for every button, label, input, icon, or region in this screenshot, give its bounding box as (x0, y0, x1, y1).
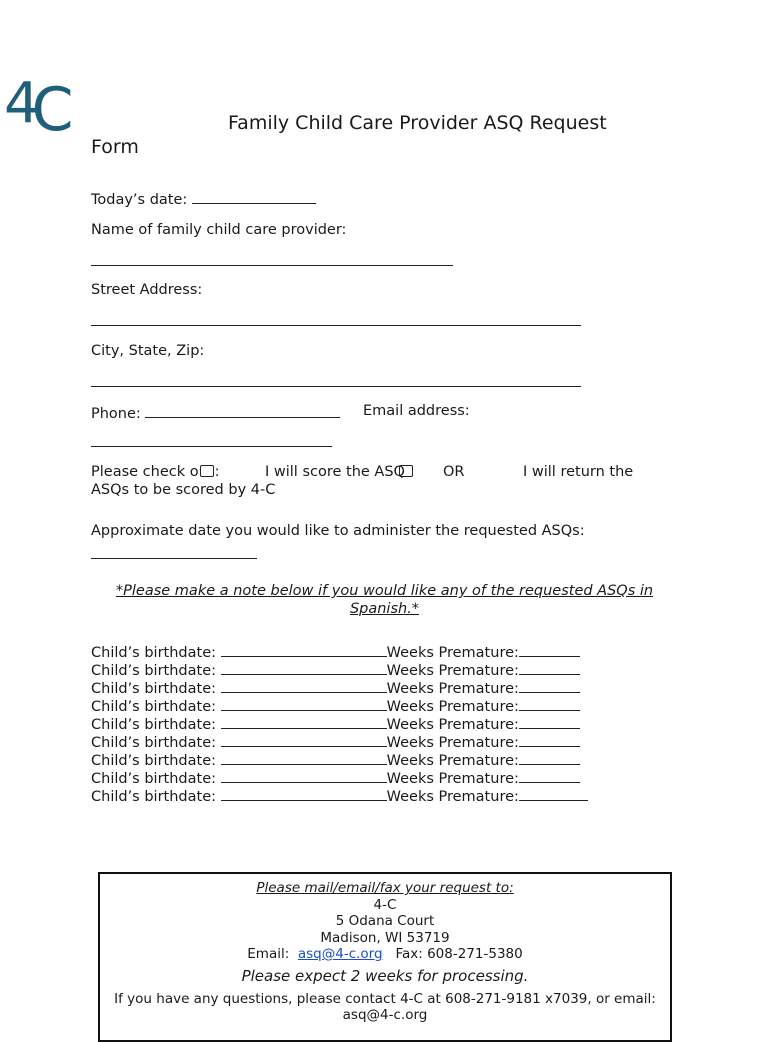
street-address-field[interactable] (91, 325, 581, 326)
child-row (91, 733, 580, 752)
birthdate-field[interactable] (221, 661, 387, 675)
contact-box (98, 872, 672, 1042)
checkbox-icon (200, 465, 214, 477)
premature-label: Weeks Premature: (386, 717, 519, 733)
premature-label: Weeks Premature: (386, 735, 519, 751)
spanish-note-line2: Spanish.* (349, 601, 420, 617)
premature-label: Weeks Premature: (386, 753, 519, 769)
phone-field[interactable] (145, 403, 340, 418)
child-row (91, 769, 580, 788)
date-row (91, 189, 316, 208)
birthdate-field[interactable] (221, 697, 387, 711)
birthdate-label: Child’s birthdate: (91, 681, 216, 697)
premature-label: Weeks Premature: (386, 771, 519, 787)
birthdate-label: Child’s birthdate: (91, 645, 216, 661)
child-row (91, 697, 580, 716)
contact-city: Madison, WI 53719 (320, 929, 450, 946)
4c-logo (4, 71, 64, 145)
form-title: Family Child Care Provider ASQ Request (228, 112, 607, 134)
check-prefix: Please check o (91, 464, 199, 480)
option-return-label-cont: ASQs to be scored by 4-C (91, 482, 276, 498)
birthdate-field[interactable] (221, 715, 387, 729)
birthdate-field[interactable] (221, 679, 387, 693)
premature-field[interactable] (519, 643, 580, 657)
birthdate-field[interactable] (221, 751, 387, 765)
premature-label: Weeks Premature: (386, 663, 519, 679)
contact-org: 4-C (373, 896, 397, 913)
check-prefix-row (91, 464, 220, 480)
option-self-score-label: I will score the ASQ (265, 464, 405, 480)
date-field[interactable] (192, 189, 316, 204)
premature-label: Weeks Premature: (386, 789, 519, 805)
logo-4: 4 (4, 71, 30, 136)
provider-label: Name of family child care provider: (91, 222, 347, 238)
approx-date-field[interactable] (91, 558, 257, 559)
provider-name-field[interactable] (91, 265, 453, 266)
spanish-note-line1: *Please make a note below if you would like any of the requested ASQs in (115, 583, 654, 599)
birthdate-label: Child’s birthdate: (91, 717, 216, 733)
birthdate-field[interactable] (221, 733, 387, 747)
city-label: City, State, Zip: (91, 343, 205, 359)
premature-field[interactable] (519, 679, 580, 693)
email-label: Email: (247, 946, 290, 962)
premature-field[interactable] (519, 715, 580, 729)
approx-date-label: Approximate date you would like to administer the requested ASQs: (91, 523, 585, 539)
birthdate-label: Child’s birthdate: (91, 663, 216, 679)
contact-email-fax-row (100, 946, 670, 963)
spanish-note (91, 582, 678, 618)
phone-row (91, 403, 340, 422)
birthdate-label: Child’s birthdate: (91, 753, 216, 769)
birthdate-field[interactable] (221, 769, 387, 783)
birthdate-label: Child’s birthdate: (91, 771, 216, 787)
contact-street: 5 Odana Court (335, 913, 435, 929)
fax-text: Fax: 608-271-5380 (395, 946, 523, 962)
premature-label: Weeks Premature: (386, 681, 519, 697)
child-row (91, 715, 580, 734)
email-field[interactable] (91, 446, 332, 447)
premature-label: Weeks Premature: (386, 645, 519, 661)
child-row (91, 679, 580, 698)
birthdate-label: Child’s birthdate: (91, 699, 216, 715)
option-return-label[interactable]: I will return the (523, 464, 634, 480)
premature-field[interactable] (519, 787, 588, 801)
child-row (91, 643, 580, 662)
questions-text: If you have any questions, please contact 4-C at 608-271-9181 x7039, or email: (114, 990, 656, 1007)
premature-field[interactable] (519, 769, 580, 783)
birthdate-field[interactable] (221, 643, 387, 657)
street-label: Street Address: (91, 282, 203, 298)
email-link[interactable]: asq@4-c.org (297, 946, 383, 962)
premature-field[interactable] (519, 661, 580, 675)
phone-label: Phone: (91, 406, 141, 422)
check-colon: : (214, 464, 220, 480)
or-label: OR (443, 464, 465, 480)
questions-email: asq@4-c.org (342, 1007, 428, 1023)
option-self-score[interactable] (265, 464, 414, 480)
form-title-continued: Form (91, 136, 139, 158)
birthdate-field[interactable] (221, 787, 387, 801)
child-row (91, 787, 588, 806)
date-label: Today’s date: (91, 192, 188, 208)
child-row (91, 751, 580, 770)
self-score-checkbox[interactable] (399, 465, 413, 477)
processing-note: Please expect 2 weeks for processing. (241, 966, 529, 985)
premature-field[interactable] (519, 751, 580, 765)
birthdate-label: Child’s birthdate: (91, 735, 216, 751)
contact-header: Please mail/email/fax your request to: (256, 880, 514, 896)
logo-c: C (31, 75, 64, 145)
premature-field[interactable] (519, 697, 580, 711)
birthdate-label: Child’s birthdate: (91, 789, 216, 805)
premature-field[interactable] (519, 733, 580, 747)
city-state-zip-field[interactable] (91, 386, 581, 387)
email-label: Email address: (363, 403, 470, 419)
child-row (91, 661, 580, 680)
premature-label: Weeks Premature: (386, 699, 519, 715)
